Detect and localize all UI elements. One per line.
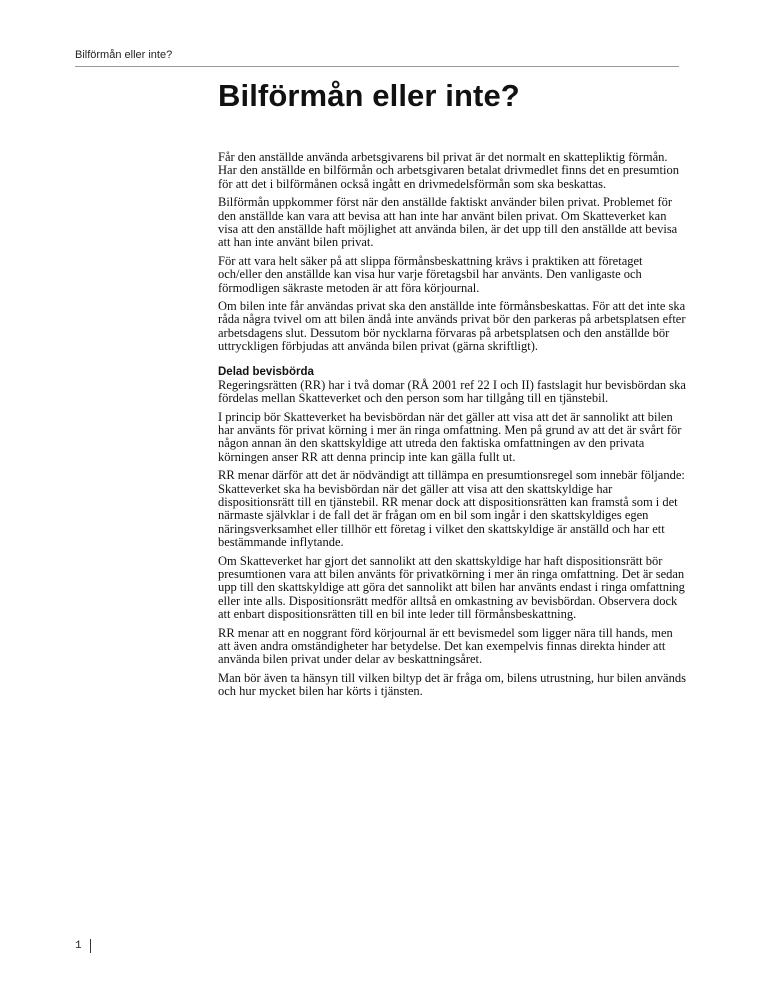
paragraph: Bilförmån uppkommer först när den anställde faktiskt använder bilen privat. Problemet för den anställde kan vara att bevisa att han inte har använt bilen privat. Om Skatteverket kan visa att den anställde haft möjlighet att använda bilen, är det upp till den anställde att bevisa att han inte använt bilen privat.	[218, 195, 678, 250]
paragraph: För att vara helt säker på att slippa förmånsbeskattning krävs i praktiken att företaget och/eller den anställde kan visa hur varje företagsbil har använts. Den vanligaste och förmodligen säkraste metoden är att föra körjournal.	[218, 253, 643, 295]
paragraph: I princip bör Skatteverket ha bevisbördan när det gäller att visa att det är sannolikt att bilen har använts för privat körning i mer än ringa omfattning. Men på grund av att det är svårt för någon annan än den skattskyldige att utreda den faktiska omfattningen av den privata körningen anser RR att denna princip inte kan gälla fullt ut.	[218, 409, 682, 464]
paragraph: Regeringsrätten (RR) har i två domar (RÅ 2001 ref 22 I och II) fastslagit hur bevisbördan ska fördelas mellan Skatteverket och den person som har tillgång till en tjänstebil.	[218, 377, 686, 406]
header-divider	[75, 66, 679, 67]
paragraph: Om bilen inte får användas privat ska den anställde inte förmånsbeskattas. För att det inte ska råda några tvivel om att bilen ändå inte används privat bör den parkeras på arbetsplatsen efter arbetsdagens slut. Dessutom bör nycklarna förvaras på arbetsplatsen och den anställde bör uttryckligen förbjudas att använda bilen privat (gärna skriftligt).	[218, 299, 686, 354]
footer-divider	[90, 939, 91, 953]
paragraph: Man bör även ta hänsyn till vilken biltyp det är fråga om, bilens utrustning, hur bilen används och hur mycket bilen har körts i tjänsten.	[218, 670, 686, 699]
paragraph: Får den anställde använda arbetsgivarens bil privat är det normalt en skattepliktig förmån. Har den anställde en bilförmån och arbetsgivaren betalat drivmedlet finns det en presumtion för att det i bilförmånen också ingått en drivmedelsförmån som ska beskattas.	[218, 150, 679, 191]
paragraph: RR menar att en noggrant förd körjournal är ett bevismedel som ligger nära till hands, men att även andra omständigheter har betydelse. Det kan exempelvis finnas direkta hinder att använda bilen privat under delar av beskattningsåret.	[218, 625, 673, 667]
page-footer	[75, 939, 91, 953]
paragraph: RR menar därför att det är nödvändigt att tillämpa en presumtionsregel som innebär följande: Skatteverket ska ha bevisbördan när det gäller att visa att den skattskyldige har dispositionsrätt till en tjänstebil. RR menar dock att dispositionsrätten kan framstå som i det närmaste självklar i de fall det är frågan om en bil som ingår i den skattskyldiges egen näringsverksamhet eller tillhör ett företag i vilket den skattskyldige är anställd och har ett bestämmande inflytande.	[218, 468, 685, 550]
section-heading: Delad bevisbörda	[218, 365, 314, 378]
article-body	[218, 151, 688, 704]
running-header: Bilförmån eller inte?	[75, 49, 173, 61]
page-number: 1	[75, 940, 82, 952]
paragraph: Om Skatteverket har gjort det sannolikt att den skattskyldige har haft dispositionsrätt bör presumtionen vara att bilen använts för privatkörning i mer än ringa omfattning. Det är sedan upp till den skattskyldige att göra det sannolikt att bilen har använts endast i ringa omfattning eller inte alls. Dispositionsrätt medför alltså en omkastning av bevisbördan. Observera dock att enbart dispositionsrätten till en bil inte leder till förmånsbeskattning.	[218, 553, 685, 622]
page-title: Bilförmån eller inte?	[218, 78, 520, 113]
